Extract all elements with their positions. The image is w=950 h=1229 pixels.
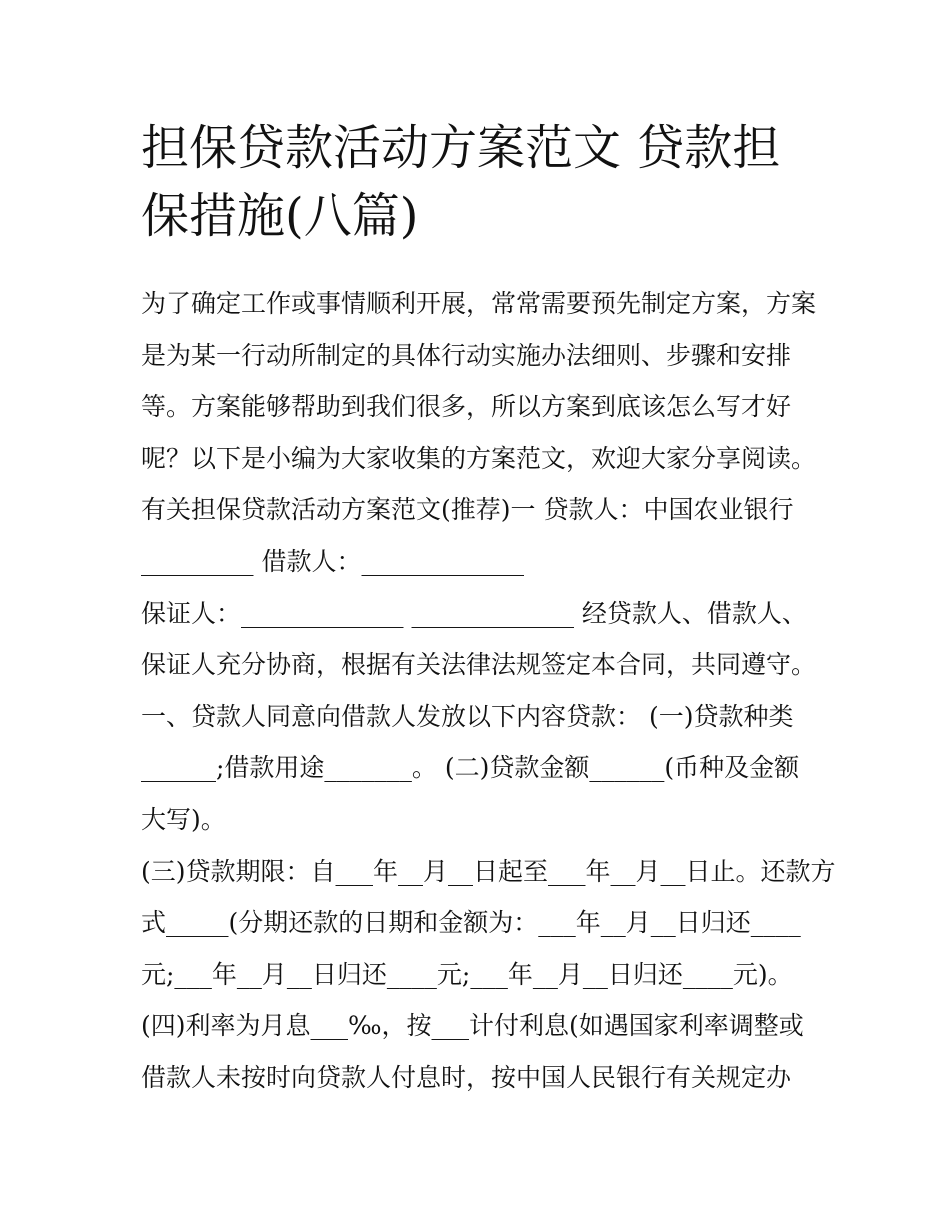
title-line-1: 担保贷款活动方案范文 贷款担 bbox=[141, 120, 781, 176]
body-line-2: 是为某一行动所制定的具体行动实施办法细则、步骤和安排 bbox=[141, 340, 792, 370]
body-line-11: 大写)。 bbox=[141, 804, 226, 834]
body-line-9: 一、贷款人同意向借款人发放以下内容贷款： (一)贷款种类 bbox=[141, 701, 794, 731]
title-line-2: 保措施(八篇) bbox=[141, 188, 419, 244]
body-line-3: 等。方案能够帮助到我们很多，所以方案到底该怎么写才好 bbox=[141, 392, 792, 422]
document-body bbox=[141, 278, 836, 1104]
document-title bbox=[141, 114, 821, 250]
body-line-8: 保证人充分协商，根据有关法律法规签定本合同，共同遵守。 bbox=[141, 650, 817, 680]
body-line-10: ______;借款用途_______。 (二)贷款金额______(币种及金额 bbox=[141, 753, 800, 783]
body-line-7: 保证人：_____________ _____________ 经贷款人、借款人、 bbox=[141, 598, 807, 628]
body-line-13: 式_____(分期还款的日期和金额为：___年__月__日归还____ bbox=[141, 908, 801, 938]
body-line-16: 借款人未按时向贷款人付息时，按中国人民银行有关规定办 bbox=[141, 1062, 792, 1092]
body-line-12: (三)贷款期限：自___年__月__日起至___年__月__日止。还款方 bbox=[141, 856, 836, 886]
body-line-14: 元;___年__月__日归还____元;___年__月__日归还____元)。 bbox=[141, 959, 793, 989]
body-line-4: 呢？以下是小编为大家收集的方案范文，欢迎大家分享阅读。 bbox=[141, 443, 817, 473]
body-line-15: (四)利率为月息___‰，按___计付利息(如遇国家利率调整或 bbox=[141, 1011, 804, 1041]
body-line-5: 有关担保贷款活动方案范文(推荐)一 贷款人：中国农业银行 bbox=[141, 495, 794, 525]
body-line-6: _________ 借款人：_____________ bbox=[141, 546, 524, 576]
body-line-1: 为了确定工作或事情顺利开展，常常需要预先制定方案，方案 bbox=[141, 289, 817, 318]
